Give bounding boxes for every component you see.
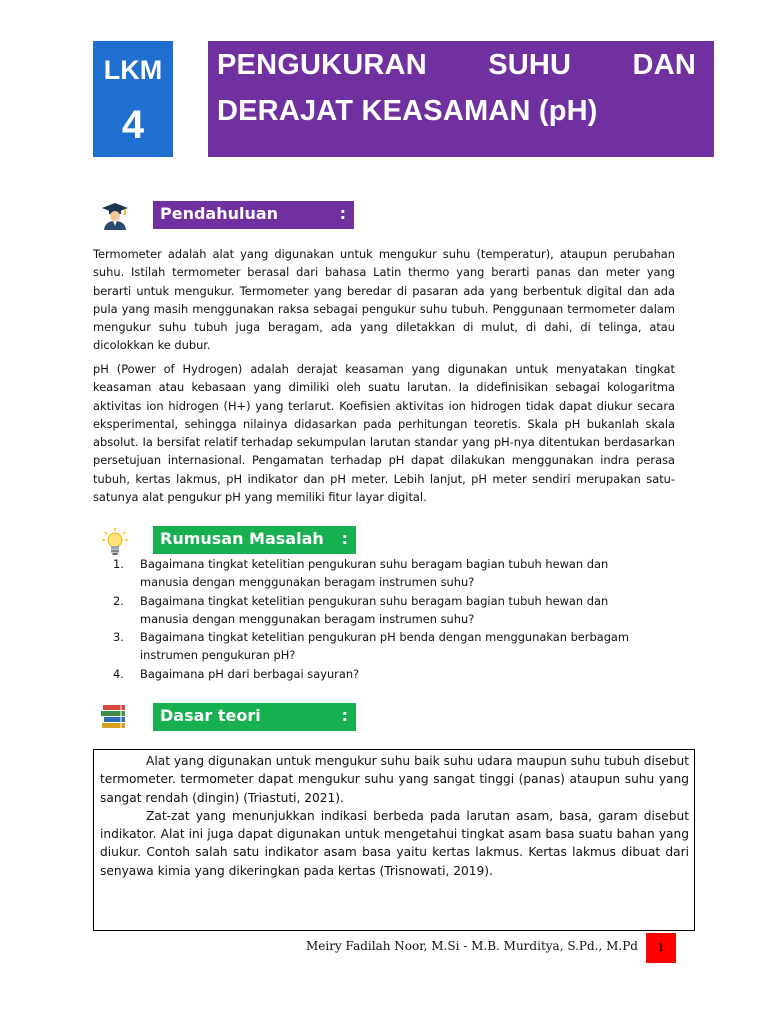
list-item [113, 665, 633, 683]
section-header-dasar-teori [153, 703, 356, 731]
theory-paragraph-2: Zat-zat yang menunjukkan indikasi berbeda pada larutan asam, basa, garam disebut indikator. Alat ini juga dapat digunakan untuk mengetahui tingkat asam basa suatu bahan yang diukur. Contoh salah satu indikator asam basa yaitu kertas lakmus. Kertas lakmus dibuat dari senyawa kimia yang dikeringkan pada kertas (Trisnowati, 2019). [100, 808, 689, 878]
intro-paragraph-1: Termometer adalah alat yang digunakan untuk mengukur suhu (temperatur), ataupun perubahan suhu. Istilah termometer berasal dari bahasa Latin thermo yang berarti panas dan meter yang berarti untuk mengukur. Termometer yang beredar di pasaran ada yang berbentuk digital dan ada pula yang masih menggunakan raksa sebagai pengukur suhu tubuh. Penggunaan termometer dalam mengukur suhu tubuh juga beragam, ada yang diletakkan di mulut, di dahi, di telinga, atau dicolokkan ke dubur. [93, 247, 675, 353]
title-word: PENGUKURAN [217, 49, 427, 81]
intro-paragraph-2: pH (Power of Hydrogen) adalah derajat keasaman yang digunakan untuk menyatakan tingkat keasaman atau kebasaan yang dimiliki oleh suatu larutan. Ia didefinisikan sebagai kologaritma aktivitas ion hidrogen (H+) yang terlarut. Koefisien aktivitas ion hidrogen tidak dapat diukur secara eksperimental, sehingga nilainya didasarkan pada perhitungan teoretis. Skala pH bukanlah skala absolut. Ia bersifat relatif terhadap sekumpulan larutan standar yang pH-nya ditentukan berdasarkan persetujuan internasional. Pengamatan terhadap pH dapat dilakukan menggunakan indra perasa tubuh, kertas lakmus, pH indikator dan pH meter. Lebih lanjut, pH meter sendiri merupakan satu-satunya alat pengukur pH yang memiliki fitur layar digital. [93, 362, 675, 505]
list-text: Bagaimana tingkat ketelitian pengukuran suhu beragam bagian tubuh hewan dan manusia dengan menggunakan beragam instrumen suhu? [140, 557, 609, 590]
list-text: Bagaimana tingkat ketelitian pengukuran pH benda dengan menggunakan berbagam instrumen pengukuran pH? [140, 630, 630, 663]
list-number: 4. [113, 666, 124, 681]
section-title: Dasar teori [160, 706, 261, 725]
books-icon [100, 702, 128, 730]
footer-authors: Meiry Fadilah Noor, M.Si - M.B. Murditya, S.Pd., M.Pd [306, 939, 638, 953]
title-word: DAN [632, 49, 696, 81]
list-text: Bagaimana tingkat ketelitian pengukuran suhu beragam bagian tubuh hewan dan manusia dengan menggunakan beragam instrumen suhu? [140, 593, 609, 626]
theory-box [93, 749, 695, 931]
page-number: 1 [646, 933, 676, 963]
section-header-rumusan-masalah [153, 526, 356, 554]
title-line-1 [217, 49, 696, 82]
title-banner [208, 41, 714, 157]
section-colon: : [341, 706, 348, 725]
section-colon: : [339, 204, 346, 223]
title-word: SUHU [488, 49, 572, 81]
section-header-pendahuluan [153, 201, 354, 229]
title-line-2: DERAJAT KEASAMAN (pH) [217, 95, 598, 127]
list-item [113, 628, 633, 665]
section-title: Pendahuluan [160, 204, 279, 223]
graduate-icon [100, 200, 130, 230]
lightbulb-icon [101, 527, 129, 557]
theory-paragraph-1: Alat yang digunakan untuk mengukur suhu baik suhu udara maupun suhu tubuh disebut termometer. termometer dapat mengukur suhu yang sangat tinggi (panas) ataupun suhu yang sangat rendah (dingin) (Triastuti, 2021). [100, 754, 689, 805]
list-text: Bagaimana pH dari berbagai sayuran? [140, 666, 360, 681]
lkm-number: 4 [121, 103, 145, 147]
list-number: 3. [113, 630, 124, 645]
list-number: 2. [113, 593, 124, 608]
section-title: Rumusan Masalah [160, 529, 324, 548]
lkm-badge [93, 41, 173, 157]
list-item [113, 592, 633, 629]
list-item [113, 555, 633, 592]
list-number: 1. [113, 557, 124, 571]
problem-list [113, 555, 633, 683]
section-colon: : [341, 529, 348, 548]
lkm-label: LKM [103, 55, 163, 85]
